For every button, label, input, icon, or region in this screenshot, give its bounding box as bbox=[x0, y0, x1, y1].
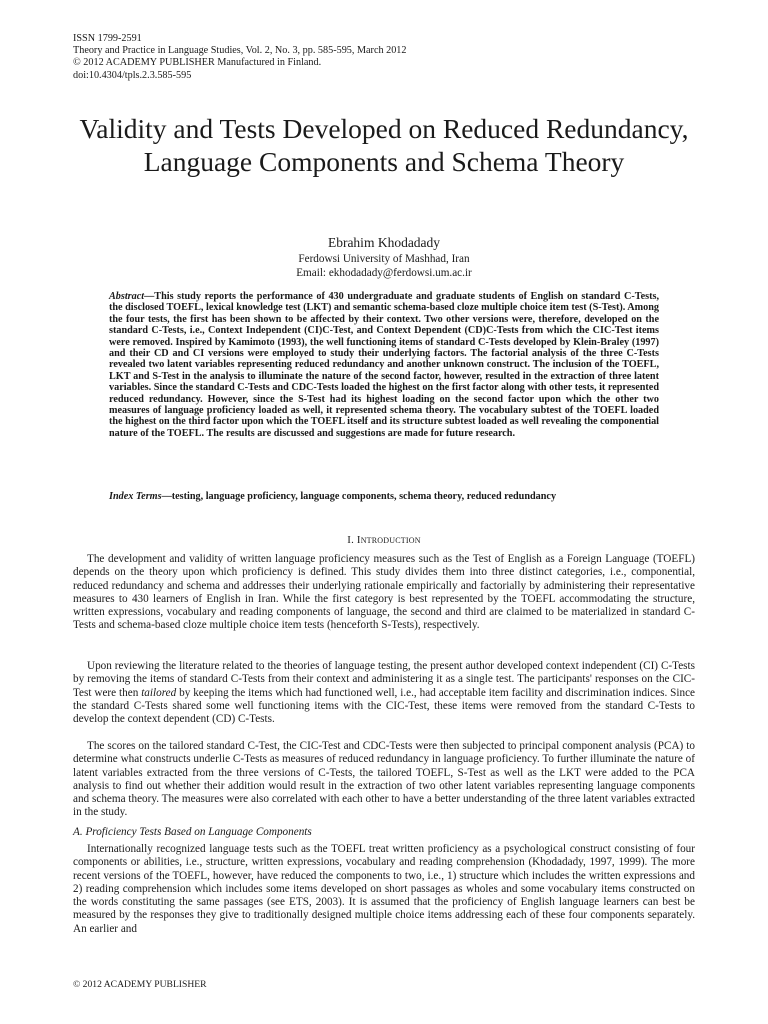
index-terms bbox=[109, 491, 669, 503]
author-email: Email: ekhodadady@ferdowsi.um.ac.ir bbox=[296, 267, 472, 279]
paper-title: Validity and Tests Developed on Reduced Redundancy, Language Components and Schema Theory bbox=[79, 113, 689, 177]
abstract-label: Abstract bbox=[109, 291, 145, 302]
emphasis-text: tailored bbox=[141, 686, 177, 699]
copyright-line: © 2012 ACADEMY PUBLISHER Manufactured in Finland. bbox=[73, 57, 322, 69]
author-block bbox=[0, 234, 768, 280]
body-paragraph bbox=[73, 660, 695, 726]
paragraph-text: Internationally recognized language tests such as the TOEFL treat written proficiency as a psychological construct consisting of four components or abilities, i.e., structure, written expressions, vocabulary and reading comprehension (Khodadady, 1997, 1999). The more recent versions of the TOEFL, however, have reduced the components to two, i.e., 1) structure which includes the written expressions and 2) reading comprehension which includes some items developed on short passages as wholes and some vocabulary items constructed on the words constituting the same passages (see ETS, 2003). It is assumed that the proficiency of English language learners can best be measured by the responses they give to traditionally designed multiple choice items addressing each of these four components separately. An earlier and bbox=[73, 843, 695, 935]
paragraph-text bbox=[73, 660, 695, 726]
journal-citation-line: Theory and Practice in Language Studies, Vol. 2, No. 3, pp. 585-595, March 2012 bbox=[73, 45, 407, 57]
page-footer: © 2012 ACADEMY PUBLISHER bbox=[73, 979, 207, 990]
section-number: I. bbox=[347, 534, 357, 546]
paragraph-text: The scores on the tailored standard C-Test, the CIC-Test and CDC-Tests were then subjected to principal component analysis (PCA) to determine what constructs underlie C-Tests as measures of reduced redundancy in language proficiency. To further illuminate the nature of latent variables extracted from the three versions of C-Tests, the tailored TOEFL, S-Test as well as the LKT were added to the PCA analysis to find out whether their addition would result in the extraction of two other latent variables representing language components and schema theory. The measures were also correlated with each other to have a better understanding of the three latent variables extracted in the study. bbox=[73, 740, 695, 819]
paragraph-text: The development and validity of written language proficiency measures such as the Test of English as a Foreign Language (TOEFL) depends on the theory upon which proficiency is defined. This study divides them into three distinct categories, i.e., componential, reduced redundancy and schema and addresses their underlying rationale empirically and factorially by administering their representative measures to 430 learners of English in Iran. While the first category is best represented by the TOEFL accommodating the structure, written expressions, vocabulary and reading components of language, the second and third are claimed to be materialized in standard C-Tests and schema-based cloze multiple choice item tests (henceforth S-Tests), respectively. bbox=[73, 553, 695, 632]
paragraph-text-part: by keeping the items which had functioned well, i.e., had acceptable item facility and discrimination indices. Since the standard C-Tests shared some well functioning items with the CIC-Test, these items were removed from the standard C-Tests to develop the context dependent (CD) C-Tests. bbox=[73, 686, 696, 726]
journal-header bbox=[73, 33, 407, 82]
body-paragraph bbox=[73, 553, 695, 633]
body-paragraph bbox=[73, 843, 695, 936]
section-heading-introduction bbox=[0, 534, 768, 547]
index-terms-text: —testing, language proficiency, language components, schema theory, reduced redundancy bbox=[161, 491, 557, 502]
author-name: Ebrahim Khodadady bbox=[327, 235, 441, 250]
issn-line: ISSN 1799-2591 bbox=[73, 33, 142, 44]
section-title: Introduction bbox=[356, 534, 421, 546]
subsection-number: A. bbox=[73, 826, 86, 838]
abstract-text: —This study reports the performance of 430 undergraduate and graduate students of English on standard C-Tests, the disclosed TOEFL, lexical knowledge test (LKT) and semantic schema-based cloze multiple choice item test (S-Test). Among the four tests, the first has been shown to be affected by their context. Two other versions were, therefore, developed on the standard C-Tests, i.e., Context Independent (CI)C-Test, and Context Dependent (CD)C-Tests from which the CIC-Test items were removed. Inspired by Kamimoto (1993), the well functioning items of standard C-Tests developed by Klein-Braley (1997) and their CD and CI versions were employed to study their underlying factors. The factorial analysis of the three C-Tests revealed two latent variables representing reduced redundancy and another unknown construct. The inclusion of the TOEFL, LKT and S-Test in the analysis to illuminate the nature of the second factor, however, resulted in the extraction of three latent variables. Since the standard C-Tests and CDC-Tests loaded the highest on the first factor along with other tests, it represented reduced redundancy. However, since the S-Test had its highest loading on the second factor upon which the other two measures of language proficiency loaded as well, it represented schema theory. The vocabulary subtest of the TOEFL loaded the highest on the third factor upon which the TOEFL itself and its structure subtest loaded as well revealing the componential nature of the TOEFL. The results are discussed and suggestions are made for future research. bbox=[109, 291, 659, 439]
body-paragraph bbox=[73, 740, 695, 820]
subsection-title: Proficiency Tests Based on Language Components bbox=[85, 826, 312, 838]
paragraph-text-part: Upon reviewing the literature related to the theories of language testing, the present author developed context independent (CI) C-Tests by removing the items of standard C-Tests from their context and administering it as a single test. The participants' responses on the CIC-Test were then bbox=[73, 660, 695, 699]
index-terms-label: Index Terms bbox=[109, 491, 162, 502]
abstract bbox=[109, 291, 659, 439]
subsection-heading bbox=[73, 826, 312, 839]
doi-line: doi:10.4304/tpls.2.3.585-595 bbox=[73, 69, 192, 81]
author-affiliation: Ferdowsi University of Mashhad, Iran bbox=[298, 253, 470, 265]
